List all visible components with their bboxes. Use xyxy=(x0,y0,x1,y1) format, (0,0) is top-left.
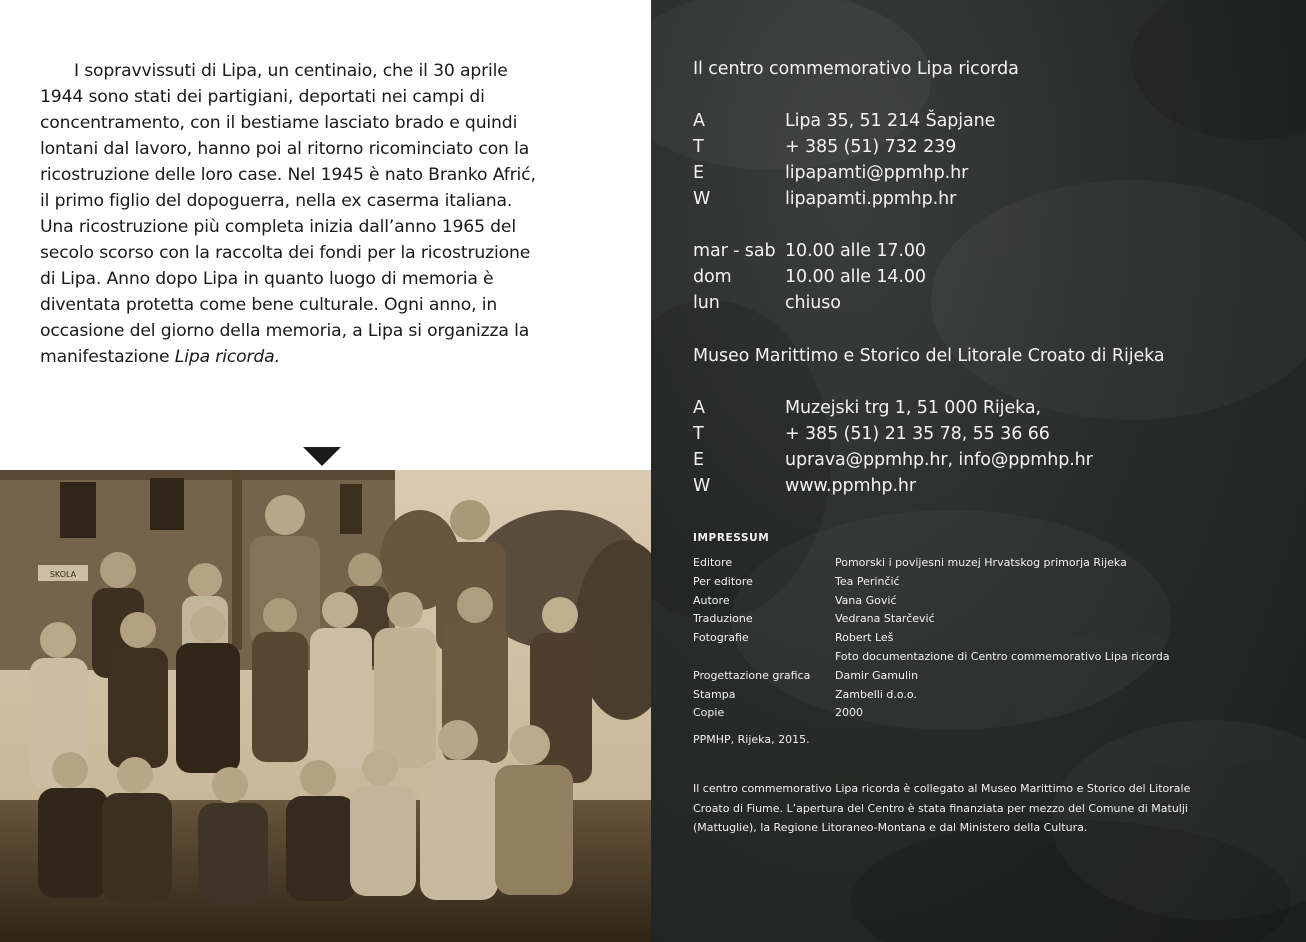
contact-key: E xyxy=(693,450,704,470)
impressum-key: Autore xyxy=(693,593,730,607)
hours-time: 10.00 alle 14.00 xyxy=(785,267,926,287)
right-page xyxy=(651,0,1306,942)
impressum-value: Zambelli d.o.o. xyxy=(835,687,917,701)
intro-line: occasione del giorno della memoria, a Lipa si organizza la xyxy=(40,321,530,341)
impressum-value: Pomorski i povijesni muzej Hrvatskog primorja Rijeka xyxy=(835,556,1127,569)
intro-paragraph xyxy=(40,58,570,370)
intro-line: 1944 sono stati dei partigiani, deportati nei campi di xyxy=(40,87,485,107)
contact-key: W xyxy=(693,476,711,496)
centre-phone: + 385 (51) 732 239 xyxy=(785,137,957,157)
impressum-key: Editore xyxy=(693,556,733,569)
contact-key: T xyxy=(693,424,704,444)
impressum-title: IMPRESSUM xyxy=(693,532,770,544)
intro-line: lontani dal lavoro, hanno poi al ritorno ricominciato con la xyxy=(40,139,530,159)
impressum-key: Progettazione grafica xyxy=(693,668,811,682)
event-name: Lipa ricorda. xyxy=(174,347,280,367)
contact-key: A xyxy=(693,398,705,418)
intro-last-prefix: manifestazione xyxy=(40,347,175,367)
contact-key: E xyxy=(693,163,704,183)
intro-line: diventata protetta come bene culturale. Ogni anno, in xyxy=(40,295,498,315)
intro-line: Una ricostruzione più completa inizia dall’anno 1965 del xyxy=(40,217,516,237)
centre-address: Lipa 35, 51 214 Šapjane xyxy=(785,111,996,131)
impressum-key: Per editore xyxy=(693,574,753,588)
down-arrow-icon xyxy=(303,447,341,466)
impressum-key: Copie xyxy=(693,706,725,720)
impressum-value: Vana Gović xyxy=(835,593,897,607)
impressum-key: Traduzione xyxy=(693,612,753,626)
centre-email: lipapamti@ppmhp.hr xyxy=(785,163,969,183)
note-line: Il centro commemorativo Lipa ricorda è collegato al Museo Marittimo e Storico del Litorale xyxy=(693,782,1191,795)
intro-line: secolo scorso con la raccolta dei fondi per la ricostruzione xyxy=(40,243,531,263)
intro-line: concentramento, con il bestiame lasciato brado e quindi xyxy=(40,113,518,133)
museum-heading: Museo Marittimo e Storico del Litorale Croato di Rijeka xyxy=(693,346,1165,366)
intro-last-line xyxy=(40,344,570,370)
intro-line: di Lipa. Anno dopo Lipa in quanto luogo di memoria è xyxy=(40,269,494,289)
museum-website: www.ppmhp.hr xyxy=(785,476,917,496)
museum-email: uprava@ppmhp.hr, info@ppmhp.hr xyxy=(785,450,1093,470)
intro-line: ricostruzione delle loro case. Nel 1945 è nato Branko Afrić, xyxy=(40,165,536,185)
museum-phone: + 385 (51) 21 35 78, 55 36 66 xyxy=(785,424,1050,444)
hours-time: 10.00 alle 17.00 xyxy=(785,241,926,261)
impressum-value: 2000 xyxy=(835,706,863,720)
contact-key: W xyxy=(693,189,711,209)
hours-time: chiuso xyxy=(785,293,841,313)
impressum-value: Tea Perinčić xyxy=(835,574,900,588)
centre-website: lipapamti.ppmhp.hr xyxy=(785,189,957,209)
funding-note xyxy=(693,779,1233,838)
school-sign-text: SKOLA xyxy=(49,570,77,579)
contact-key: A xyxy=(693,111,705,131)
intro-line: I sopravvissuti di Lipa, un centinaio, che il 30 aprile xyxy=(74,61,508,81)
impressum-value: Damir Gamulin xyxy=(835,668,919,682)
historic-group-photo xyxy=(0,470,651,942)
centre-heading: Il centro commemorativo Lipa ricorda xyxy=(693,59,1019,79)
impressum-key: Fotografie xyxy=(693,631,749,645)
impressum-value: Robert Leš xyxy=(835,631,894,645)
impressum-value: Vedrana Starčević xyxy=(835,612,935,626)
hours-day: mar - sab xyxy=(693,241,776,261)
hours-day: lun xyxy=(693,293,720,313)
left-page xyxy=(0,0,651,942)
impressum-value: Foto documentazione di Centro commemorativo Lipa ricorda xyxy=(835,650,1170,663)
contact-key: T xyxy=(693,137,704,157)
museum-address: Muzejski trg 1, 51 000 Rijeka, xyxy=(785,398,1041,418)
note-line: (Mattuglie), la Regione Litoraneo-Montana e dal Ministero della Cultura. xyxy=(693,821,1088,834)
note-line: Croato di Fiume. L’apertura del Centro è stata finanziata per mezzo del Comune di Matulji xyxy=(693,801,1188,815)
impressum-key: Stampa xyxy=(693,687,736,701)
intro-line: il primo figlio del dopoguerra, nella ex caserma italiana. xyxy=(40,191,513,211)
hours-day: dom xyxy=(693,267,732,287)
impressum-footer: PPMHP, Rijeka, 2015. xyxy=(693,733,810,746)
